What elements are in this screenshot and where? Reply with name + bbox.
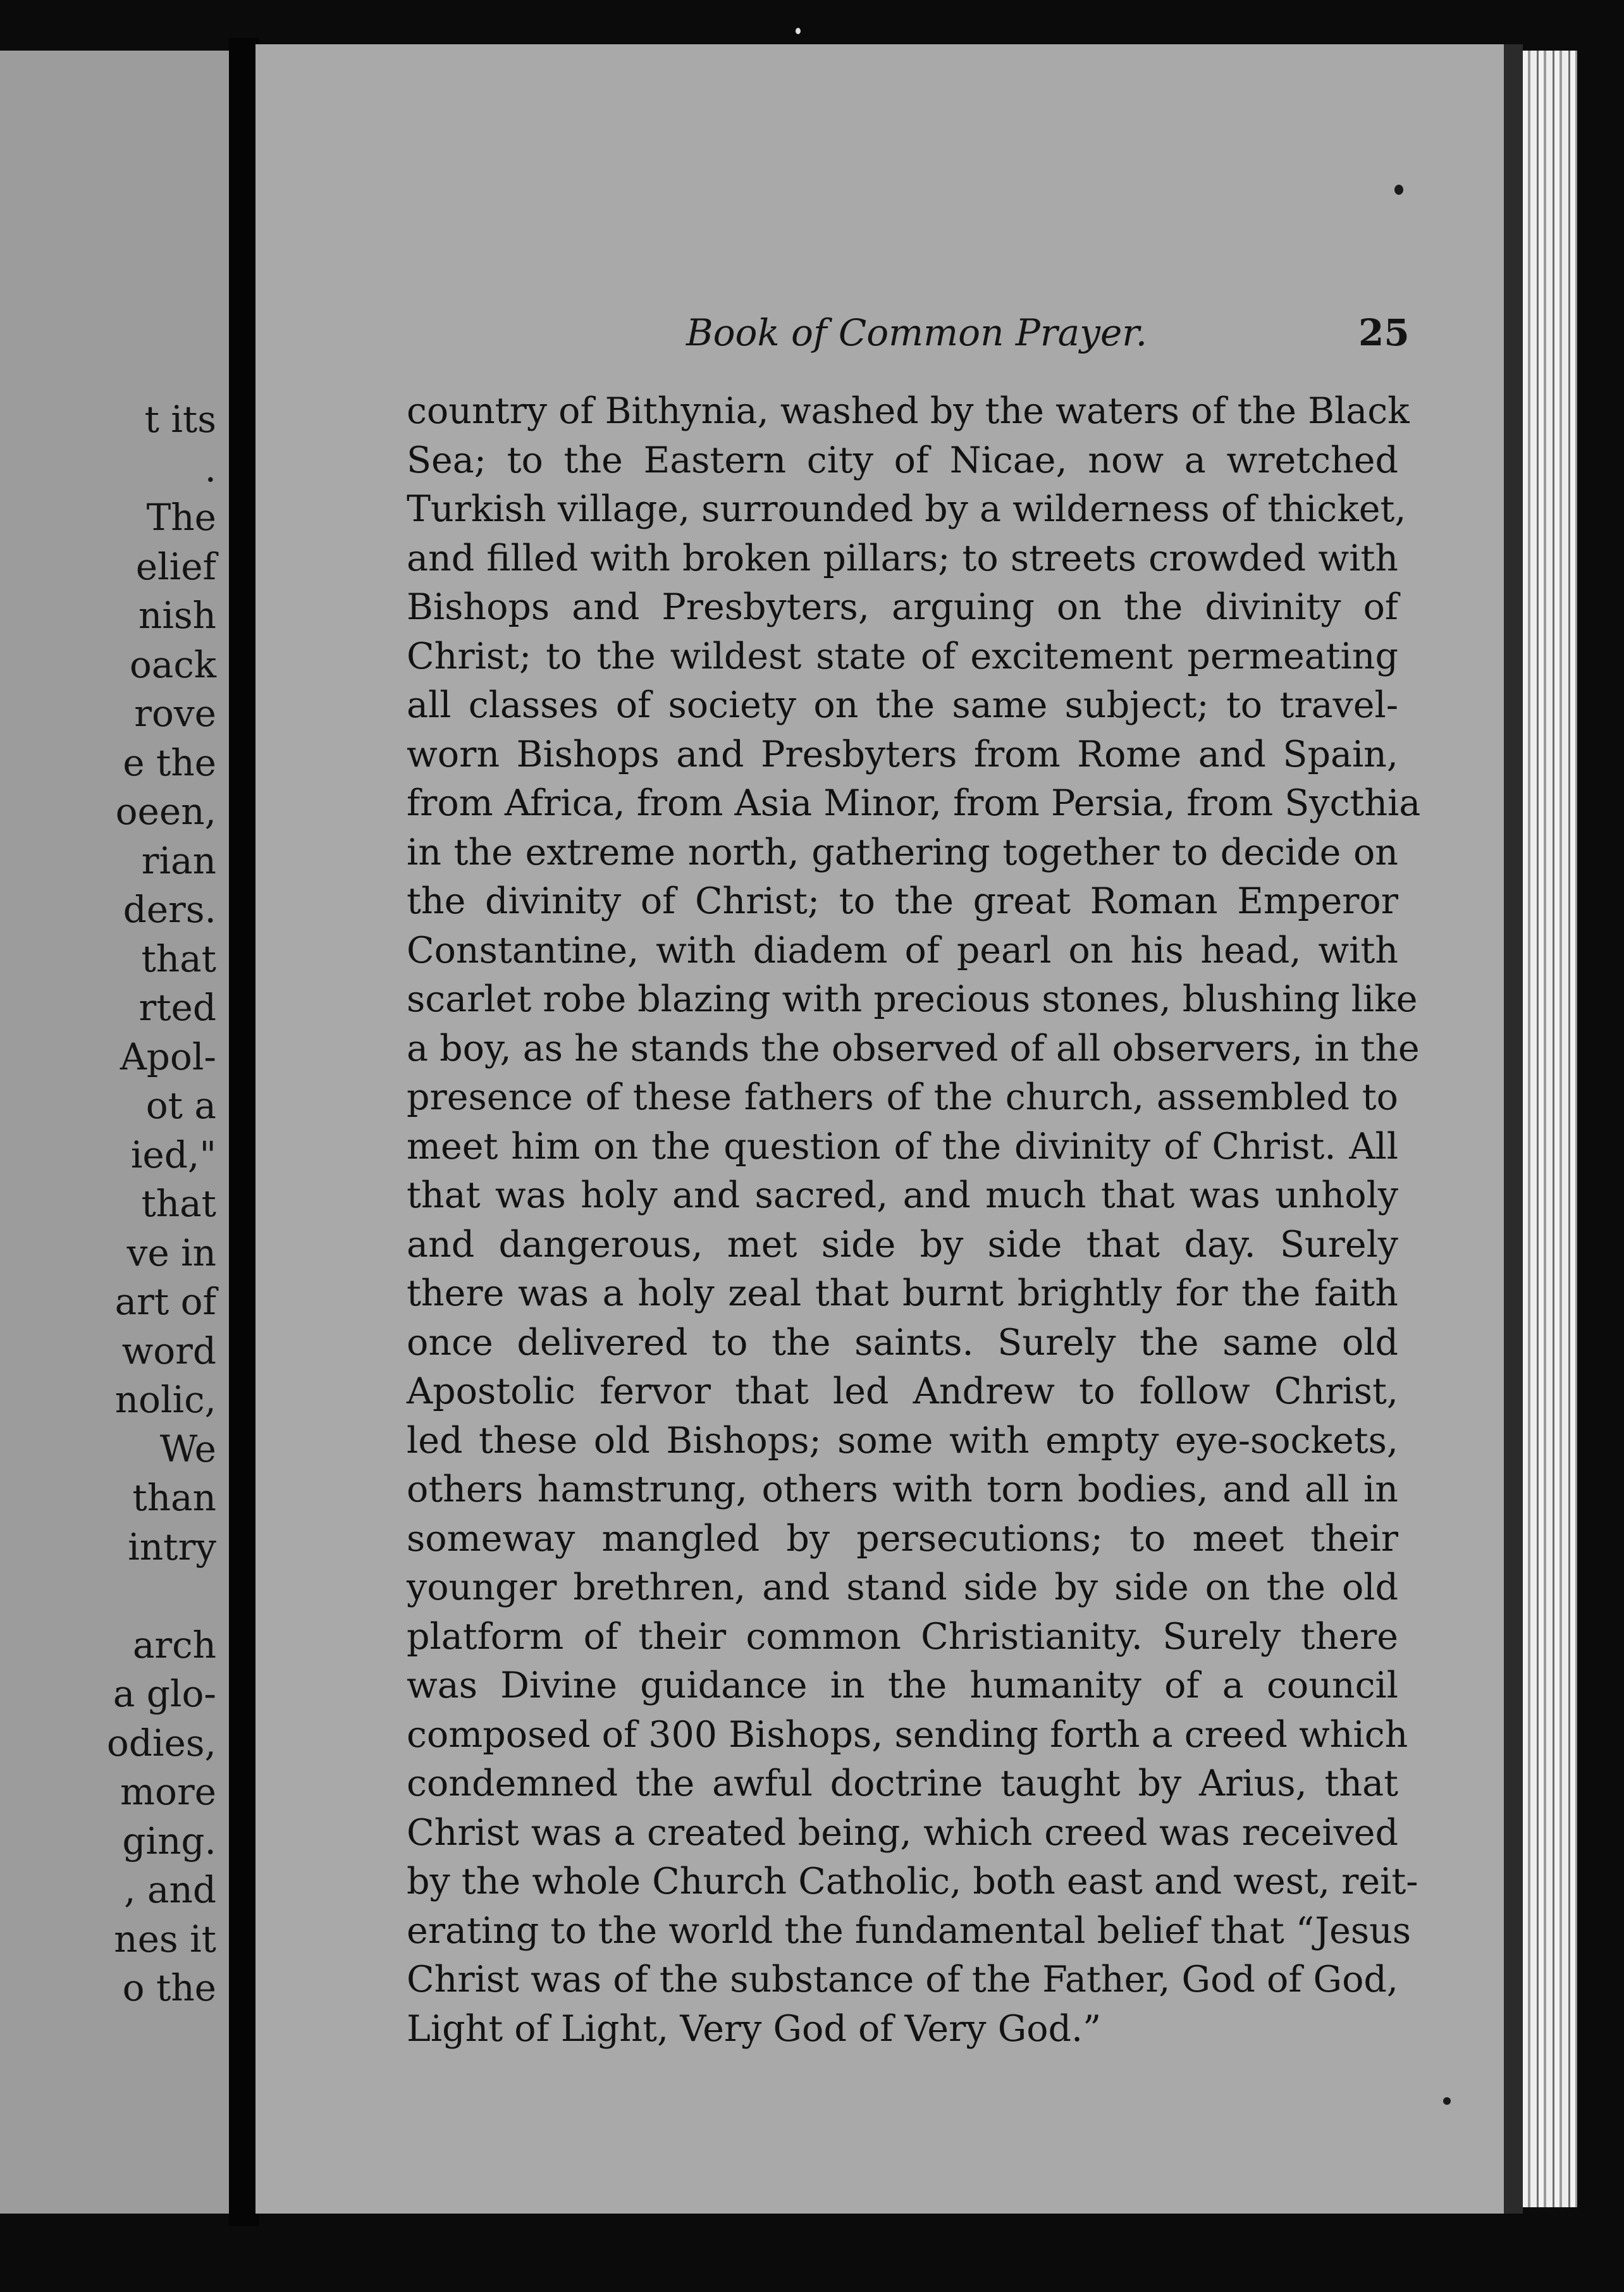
left-page-line: that xyxy=(141,937,216,980)
body-line: in the extreme north, gathering together to decide on xyxy=(407,831,1398,873)
body-line: Christ was of the substance of the Father, God of God, xyxy=(407,1959,1398,2000)
left-page-line: nes it xyxy=(114,1917,216,1961)
left-page-line: intry xyxy=(128,1525,216,1568)
body-line: Light of Light, Very God of Very God.” xyxy=(407,2007,1102,2050)
left-page-line: . xyxy=(204,447,216,490)
left-page-line: arch xyxy=(132,1623,216,1667)
body-line: condemned the awful doctrine taught by Arius, that xyxy=(407,1763,1398,1804)
body-line: worn Bishops and Presbyters from Rome and Spain, xyxy=(407,733,1398,775)
left-page-line: art of xyxy=(114,1280,216,1323)
left-page-line: oeen, xyxy=(115,790,216,833)
left-page-line: that xyxy=(141,1182,216,1225)
body-line: Bishops and Presbyters, arguing on the divinity of xyxy=(407,586,1398,628)
left-page-line: rted xyxy=(138,986,216,1029)
body-line: someway mangled by persecutions; to meet their xyxy=(407,1517,1398,1560)
left-page-line: word xyxy=(121,1329,216,1372)
running-head: Book of Common Prayer. xyxy=(686,311,1148,354)
left-page-line: ders. xyxy=(123,888,216,931)
body-line: Christ; to the wildest state of excitement permeating xyxy=(407,635,1398,677)
body-line: erating to the world the fundamental belief that “Jesus xyxy=(407,1909,1412,1952)
left-page-line: ot a xyxy=(145,1084,216,1127)
left-page-line: , and xyxy=(124,1868,216,1911)
ink-speck xyxy=(1394,185,1403,195)
left-page-line: than xyxy=(132,1476,216,1519)
left-page-line: ve in xyxy=(126,1231,216,1274)
body-line: others hamstrung, others with torn bodies, and all in xyxy=(407,1469,1398,1510)
body-line: by the whole Church Catholic, both east and west, reit- xyxy=(407,1861,1418,1902)
body-line: and dangerous, met side by side that day. Surely xyxy=(407,1223,1398,1266)
body-line: all classes of society on the same subject; to travel- xyxy=(407,684,1398,726)
body-line: Turkish village, surrounded by a wilderness of thicket, xyxy=(407,488,1406,530)
body-line: meet him on the question of the divinity of Christ. All xyxy=(407,1125,1398,1168)
left-page-line: We xyxy=(159,1427,216,1470)
body-line: the divinity of Christ; to the great Roman Emperor xyxy=(407,880,1398,922)
body-line: scarlet robe blazing with precious stones, blushing like xyxy=(407,978,1418,1020)
left-page-line: elief xyxy=(135,545,216,588)
left-page-line: e the xyxy=(123,741,216,784)
left-page-line: nish xyxy=(138,594,216,637)
ink-speck xyxy=(1443,2097,1451,2105)
binding-gutter xyxy=(229,38,259,2226)
body-line: Constantine, with diadem of pearl on his head, with xyxy=(407,929,1398,971)
left-page-text-fragments xyxy=(107,395,216,2013)
body-line: that was holy and sacred, and much that was unholy xyxy=(407,1174,1398,1216)
body-paragraph xyxy=(407,387,1421,2054)
stacked-page-edges xyxy=(1523,51,1577,2207)
left-page-line: a glo- xyxy=(113,1672,216,1715)
body-line: led these old Bishops; some with empty eye-sockets, xyxy=(407,1419,1398,1462)
body-line: presence of these fathers of the church, assembled to xyxy=(407,1076,1398,1118)
left-page-line: t its xyxy=(144,398,216,441)
ink-speck xyxy=(796,28,801,34)
page-number: 25 xyxy=(1358,311,1410,354)
body-line: and filled with broken pillars; to streets crowded with xyxy=(407,537,1398,579)
left-page xyxy=(0,51,234,2214)
left-page-line: ied," xyxy=(130,1133,216,1176)
body-line: Sea; to the Eastern city of Nicae, now a wretched xyxy=(407,439,1398,481)
left-page-line: rian xyxy=(141,839,216,882)
body-line: once delivered to the saints. Surely the same old xyxy=(407,1321,1398,1364)
left-page-line: nolic, xyxy=(114,1378,216,1421)
left-page-line: oack xyxy=(129,643,216,686)
left-page-line: The xyxy=(146,496,216,539)
left-page-line: Apol- xyxy=(120,1035,216,1078)
left-page-line: o the xyxy=(122,1966,216,2009)
body-line: Apostolic fervor that led Andrew to follow Christ, xyxy=(407,1371,1398,1412)
body-line: a boy, as he stands the observed of all observers, in the xyxy=(407,1027,1420,1069)
body-line: platform of their common Christianity. Surely there xyxy=(407,1615,1398,1658)
body-line: was Divine guidance in the humanity of a council xyxy=(407,1665,1398,1706)
left-page-line: more xyxy=(120,1770,216,1813)
left-page-line: ging. xyxy=(122,1819,216,1863)
left-page-line: odies, xyxy=(106,1721,216,1765)
body-line: Christ was a created being, which creed was received xyxy=(407,1811,1398,1854)
page-fore-edge xyxy=(1504,44,1523,2214)
body-line: there was a holy zeal that burnt brightly for the faith xyxy=(407,1272,1398,1314)
body-line: country of Bithynia, washed by the waters of the Black xyxy=(407,390,1410,432)
left-page-line xyxy=(107,1572,216,1621)
left-page-line: rove xyxy=(134,692,216,735)
body-line: from Africa, from Asia Minor, from Persia, from Sycthia xyxy=(407,782,1421,824)
body-line: composed of 300 Bishops, sending forth a creed which xyxy=(407,1713,1408,1756)
body-line: younger brethren, and stand side by side on the old xyxy=(407,1567,1398,1608)
